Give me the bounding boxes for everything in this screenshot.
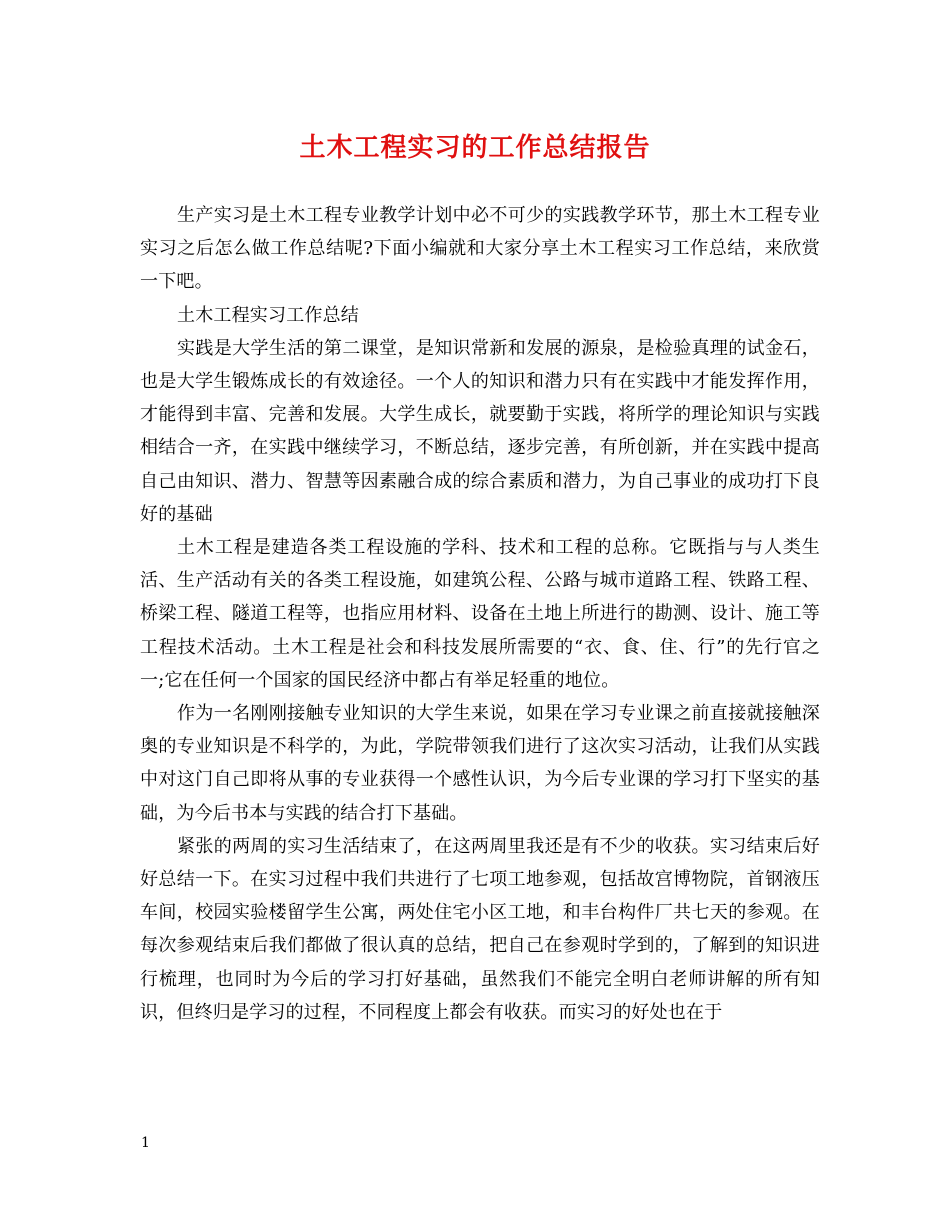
paragraph-subheading: 土木工程实习工作总结 [177, 304, 359, 326]
paragraph-civil-engineering: 土木工程是建造各类工程设施的学科、技术和工程的总称。它既指与与人类生活、生产活动有关的各类工程设施，如建筑公程、公路与城市道路工程、铁路工程、桥梁工程、隧道工程等，也指应用材料、设备在土地上所进行的勘测、设计、施工等工程技术活动。土木工程是社会和科技发展所需要的“衣、食、住、行”的先行官之一;它在任何一个国家的国民经济中都占有举足轻重的地位。 [140, 537, 820, 691]
document-body [140, 199, 820, 1029]
paragraph-intro: 生产实习是土木工程专业教学计划中必不可少的实践教学环节，那土木工程专业实习之后怎么做工作总结呢?下面小编就和大家分享土木工程实习工作总结，来欣赏一下吧。 [140, 205, 820, 293]
page-number: 1 [141, 1135, 150, 1151]
paragraph-practice: 实践是大学生活的第二课堂，是知识常新和发展的源泉，是检验真理的试金石，也是大学生锻炼成长的有效途径。一个人的知识和潜力只有在实践中才能发挥作用，才能得到丰富、完善和发展。大学生成长，就要勤于实践，将所学的理论知识与实践相结合一齐，在实践中继续学习，不断总结，逐步完善，有所创新，并在实践中提高自己由知识、潜力、智慧等因素融合成的综合素质和潜力，为自己事业的成功打下良好的基础 [140, 337, 820, 525]
paragraph-student-perspective: 作为一名刚刚接触专业知识的大学生来说，如果在学习专业课之前直接就接触深奥的专业知识是不科学的，为此，学院带领我们进行了这次实习活动，让我们从实践中对这门自己即将从事的专业获得一个感性认识，为今后专业课的学习打下坚实的基础，为今后书本与实践的结合打下基础。 [140, 703, 820, 824]
document-title: 土木工程实习的工作总结报告 [299, 133, 651, 163]
paragraph-internship-summary: 紧张的两周的实习生活结束了，在这两周里我还是有不少的收获。实习结束后好好总结一下。在实习过程中我们共进行了七项工地参观，包括故宫博物院，首钢液压车间，校园实验楼留学生公寓，两处住宅小区工地，和丰台构件厂共七天的参观。在每次参观结束后我们都做了很认真的总结，把自己在参观时学到的，了解到的知识进行梳理，也同时为今后的学习打好基础，虽然我们不能完全明白老师讲解的所有知识，但终归是学习的过程，不同程度上都会有收获。而实习的好处也在于 [140, 835, 820, 1023]
